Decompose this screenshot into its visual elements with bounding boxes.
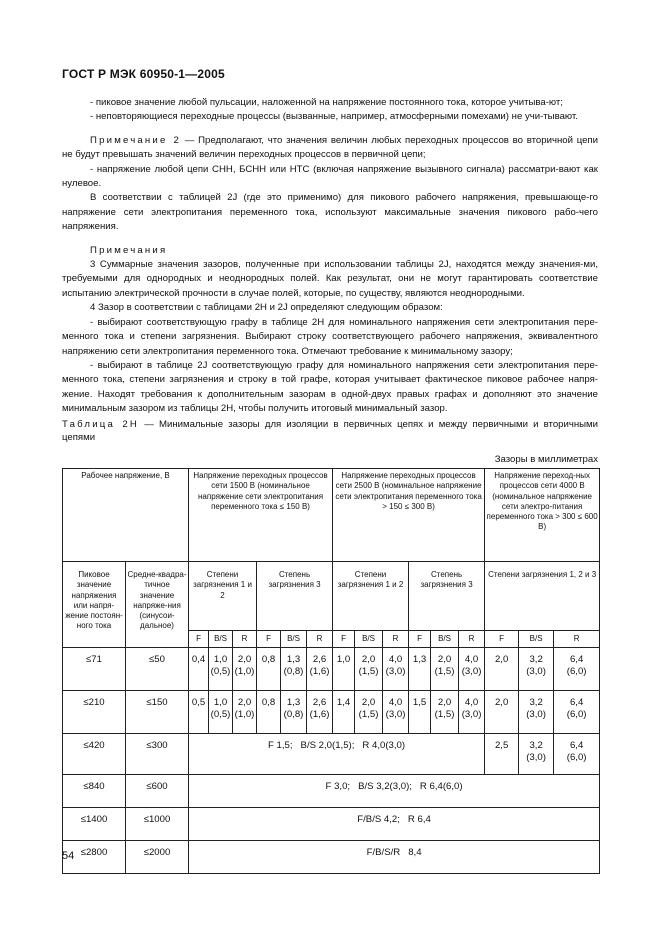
header-pd-1-2: Степени загрязнения 1 и 2 xyxy=(333,562,409,631)
table-header-row xyxy=(63,562,600,631)
cell-clearance: 6,4 (6,0) xyxy=(554,648,600,691)
header-pd-1-2-3: Степени загрязнения 1, 2 и 3 xyxy=(485,562,600,631)
header-r: R xyxy=(307,631,333,648)
cell-peak-voltage: ≤840 xyxy=(63,775,126,808)
clearance-table xyxy=(62,468,600,874)
cell-clearance: 2,6 (1,6) xyxy=(307,648,333,691)
table-title-label: Таблица 2Н xyxy=(62,419,140,430)
cell-clearance: 6,4 (6,0) xyxy=(554,734,600,775)
note-item: - выбирают в таблице 2J соответствующую графу для номинального напряжения сети электропитания пере-менного тока, степени загрязнения и строку в той графе, которая учитывает фактическое пиковое рабочее напря-жение. Находят требования к дополнительным зазорам в одной-двух правых графах и дополняют это значение минимальным зазором из таблицы 2Н, чтобы получить итоговый минимальный зазор. xyxy=(62,359,598,415)
header-peak: Пиковое значение напряжения или напря-жение постоян-ного тока xyxy=(63,562,126,648)
cell-clearance: 0,4 xyxy=(189,648,209,691)
cell-rms-voltage: ≤300 xyxy=(126,734,189,775)
header-group-2500v: Напряжение переходных процессов сети 2500 В (номинальное напряжение сети электропитания переменного тока > 150 ≤ 300 В) xyxy=(333,469,485,562)
table-row xyxy=(63,734,600,775)
page-number: 54 xyxy=(62,850,75,862)
cell-clearance: 2,0 (1,0) xyxy=(233,691,257,734)
cell-rms-voltage: ≤150 xyxy=(126,691,189,734)
header-bs: B/S xyxy=(519,631,554,648)
cell-merged-values: F/B/S 4,2; R 6,4 xyxy=(189,808,600,841)
cell-peak-voltage: ≤2800 xyxy=(63,841,126,874)
notes-label: Примечания xyxy=(90,244,168,256)
header-f: F xyxy=(189,631,209,648)
document-header: ГОСТ Р МЭК 60950-1—2005 xyxy=(62,67,225,81)
cell-merged-values: F/B/S/R 8,4 xyxy=(189,841,600,874)
header-group-1500v: Напряжение переходных процессов сети 1500 В (номинальное напряжение сети электропитания переменного тока ≤ 150 В) xyxy=(189,469,333,562)
note-label: Примечание 2 xyxy=(90,134,182,146)
header-r: R xyxy=(554,631,600,648)
cell-clearance: 4,0 (3,0) xyxy=(383,691,409,734)
header-f: F xyxy=(333,631,355,648)
cell-clearance: 2,6 (1,6) xyxy=(307,691,333,734)
cell-clearance: 3,2 (3,0) xyxy=(519,734,554,775)
table-header-row xyxy=(63,469,600,562)
note-item: 4 Зазор в соответствии с таблицами 2Н и 2J определяют следующим образом: xyxy=(90,302,443,314)
cell-clearance: 1,0 (0,5) xyxy=(209,691,233,734)
cell-clearance: 1,5 xyxy=(409,691,431,734)
cell-clearance: 1,0 (0,5) xyxy=(209,648,233,691)
paragraph: - пиковое значение любой пульсации, наложенной на напряжение постоянного тока, которое учитыва-ют; xyxy=(90,97,563,108)
cell-merged-values: F 1,5; B/S 2,0(1,5); R 4,0(3,0) xyxy=(189,734,485,775)
note-item: 3 Суммарные значения зазоров, полученные при использовании таблицы 2J, находятся между значения-ми, требуемыми для однородных и неоднородных полей. Как результат, они не могут гарантировать соответствие испытанию электрической прочности в случае полей, которые, по существу, являются неоднородными. xyxy=(62,259,598,299)
cell-clearance: 2,0 (1,5) xyxy=(431,648,459,691)
cell-clearance: 3,2 (3,0) xyxy=(519,648,554,691)
paragraph: - неповторяющиеся переходные процессы (вызванные, например, атмосферными помехами) не учи-тывают. xyxy=(90,111,578,123)
header-f: F xyxy=(485,631,519,648)
header-group-4000v: Напряжение переход-ных процессов сети 4000 В (номинальное напряжение сети электро-питания переменного тока > 300 ≤ 600 В) xyxy=(485,469,600,562)
paragraph: В соответствии с таблицей 2J (где это применимо) для пикового рабочего напряжения, превышающе-го напряжение сети электропитания переменного тока, используют максимальные значения пикового рабо-чего напряжения. xyxy=(62,192,598,233)
table-row xyxy=(63,808,600,841)
cell-clearance: 4,0 (3,0) xyxy=(383,648,409,691)
table-title-text: — Минимальные зазоры для изоляции в первичных цепях и между первичными и вторичными цепями xyxy=(62,419,598,443)
header-f: F xyxy=(257,631,281,648)
header-rms: Средне-квадра-тичное значение напряже-ния (синусои-дальное) xyxy=(126,562,189,648)
cell-clearance: 0,8 xyxy=(257,691,281,734)
header-r: R xyxy=(383,631,409,648)
cell-rms-voltage: ≤2000 xyxy=(126,841,189,874)
cell-clearance: 2,0 (1,5) xyxy=(431,691,459,734)
table-row xyxy=(63,841,600,874)
table-row xyxy=(63,775,600,808)
cell-rms-voltage: ≤600 xyxy=(126,775,189,808)
header-bs: B/S xyxy=(355,631,383,648)
table-row xyxy=(63,648,600,691)
cell-clearance: 1,0 xyxy=(333,648,355,691)
cell-clearance: 1,4 xyxy=(333,691,355,734)
cell-clearance: 1,3 xyxy=(409,648,431,691)
cell-clearance: 0,5 xyxy=(189,691,209,734)
body-text xyxy=(62,96,598,417)
note-item: - выбирают соответствующую графу в таблице 2Н для номинального напряжения сети электропитания пере-менного тока и степени загрязнения. Выбирают строку соответствующего рабочего напряжения, эквивалентного напряжению сети электропитания переменного тока. Отмечают требование к минимальному зазору; xyxy=(62,316,598,357)
cell-clearance: 1,3 (0,8) xyxy=(281,691,307,734)
table-title xyxy=(62,419,598,445)
paragraph: - напряжение любой цепи СНН, БСНН или НТС (включая напряжение вызывного сигнала) рассматри-вают как нулевое. xyxy=(62,163,598,190)
cell-clearance: 4,0 (3,0) xyxy=(459,648,485,691)
header-r: R xyxy=(459,631,485,648)
cell-clearance: 2,5 xyxy=(485,734,519,775)
cell-clearance: 2,0 xyxy=(485,648,519,691)
header-working-voltage: Рабочее напряжение, В xyxy=(63,469,189,562)
cell-clearance: 1,3 (0,8) xyxy=(281,648,307,691)
cell-clearance: 2,0 (1,0) xyxy=(233,648,257,691)
cell-merged-values: F 3,0; B/S 3,2(3,0); R 6,4(6,0) xyxy=(189,775,600,808)
cell-clearance: 0,8 xyxy=(257,648,281,691)
cell-rms-voltage: ≤50 xyxy=(126,648,189,691)
cell-clearance: 6,4 (6,0) xyxy=(554,691,600,734)
cell-clearance: 2,0 (1,5) xyxy=(355,691,383,734)
cell-clearance: 4,0 (3,0) xyxy=(459,691,485,734)
header-bs: B/S xyxy=(209,631,233,648)
header-pd-3: Степень загрязнения 3 xyxy=(409,562,485,631)
header-f: F xyxy=(409,631,431,648)
cell-clearance: 2,0 (1,5) xyxy=(355,648,383,691)
note-2 xyxy=(62,134,598,163)
header-bs: B/S xyxy=(281,631,307,648)
cell-rms-voltage: ≤1000 xyxy=(126,808,189,841)
cell-peak-voltage: ≤71 xyxy=(63,648,126,691)
header-pd-1-2: Степени загрязнения 1 и 2 xyxy=(189,562,257,631)
table-units: Зазоры в миллиметрах xyxy=(494,454,598,465)
table-row xyxy=(63,691,600,734)
cell-clearance: 2,0 xyxy=(485,691,519,734)
note-text: — Предполагают, что значения величин любых переходных процессов во вторичной цепи не будут превышать значений величин переходных процессов в первичной цепи; xyxy=(62,134,598,161)
header-bs: B/S xyxy=(431,631,459,648)
cell-peak-voltage: ≤1400 xyxy=(63,808,126,841)
cell-clearance: 3,2 (3,0) xyxy=(519,691,554,734)
header-pd-3: Степень загрязнения 3 xyxy=(257,562,333,631)
cell-peak-voltage: ≤420 xyxy=(63,734,126,775)
table-body xyxy=(63,648,600,874)
header-r: R xyxy=(233,631,257,648)
cell-peak-voltage: ≤210 xyxy=(63,691,126,734)
